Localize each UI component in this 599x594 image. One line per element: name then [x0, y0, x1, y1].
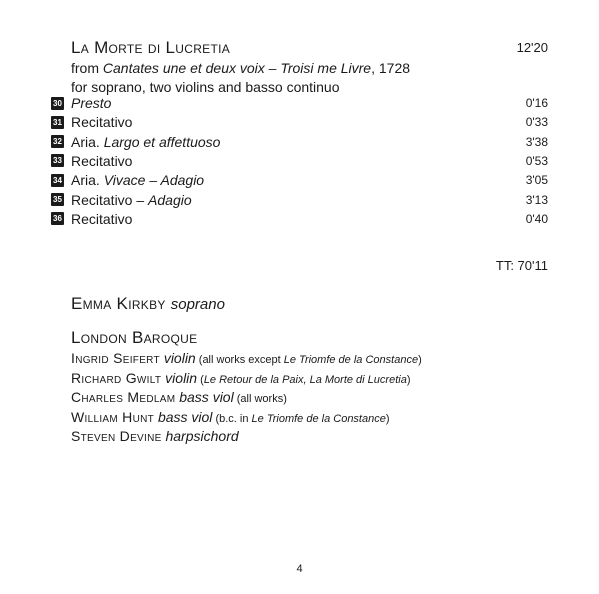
member-note-italic: Le Triomfe de la Constance [283, 354, 419, 366]
source-title: Cantates une et deux voix – Troisi me Livre [102, 60, 372, 76]
track-duration: 0'33 [525, 115, 548, 130]
member-instrument: bass viol [157, 408, 213, 425]
soloist-role: soprano [170, 296, 225, 313]
track-number-badge: 32 [51, 135, 64, 148]
track-row [51, 191, 548, 209]
ensemble-member [71, 370, 411, 386]
member-instrument: violin [165, 369, 198, 386]
member-name: Ingrid Seifert [71, 350, 160, 366]
track-title-italic: Presto [71, 95, 112, 111]
member-instrument: bass viol [179, 389, 234, 405]
track-title-italic: Largo et affettuoso [103, 133, 221, 150]
member-note [234, 393, 287, 405]
member-name: Richard Gwilt [71, 369, 162, 386]
ensemble-member [71, 428, 239, 444]
source-prefix: from [71, 60, 103, 76]
track-title-italic: Adagio [148, 191, 192, 208]
track-number-badge: 30 [51, 97, 64, 110]
source-year: , 1728 [371, 60, 411, 76]
work-total-duration: 12'20 [516, 40, 548, 55]
member-instrument: harpsichord [165, 428, 239, 444]
member-note-pre: (b.c. in [212, 412, 252, 425]
member-note [197, 374, 410, 386]
track-duration: 3'13 [525, 192, 548, 207]
member-note-pre: (all works except [195, 354, 284, 366]
track-title [71, 114, 488, 130]
ensemble-member [71, 389, 287, 405]
track-title-plain: Recitativo – [71, 191, 149, 208]
track-row [51, 113, 548, 131]
member-name: Charles Medlam [71, 389, 176, 405]
track-duration: 0'16 [525, 96, 548, 110]
member-note-post: ) [385, 412, 390, 425]
track-title [71, 172, 488, 188]
member-name: Steven Devine [71, 428, 162, 444]
ensemble-member [71, 350, 422, 366]
track-row [51, 210, 548, 228]
track-row [51, 133, 548, 151]
member-instrument: violin [163, 350, 196, 366]
track-title [71, 134, 488, 150]
member-note-post: ) [418, 354, 422, 366]
work-title: La Morte di Lucretia [71, 38, 231, 57]
member-name: William Hunt [71, 408, 155, 425]
track-number-badge: 34 [51, 174, 64, 187]
work-source [71, 60, 410, 76]
ensemble-member [71, 409, 390, 425]
track-number-badge: 36 [51, 212, 64, 225]
track-duration: 3'38 [525, 134, 548, 149]
member-note-italic: Le Triomfe de la Constance [251, 412, 386, 425]
track-title-plain: Aria. [71, 133, 104, 150]
track-number-badge: 33 [51, 154, 64, 167]
track-title-italic: Vivace – Adagio [103, 172, 205, 189]
track-row [51, 94, 548, 112]
member-note [212, 413, 389, 425]
member-note-post: ) [406, 373, 411, 386]
member-note-pre: (all works) [233, 393, 287, 405]
page-number: 4 [296, 563, 303, 575]
track-number-badge: 31 [51, 116, 64, 129]
member-note-italic: Le Retour de la Paix, La Morte di Lucretia [203, 373, 407, 386]
track-title-plain: Aria. [71, 172, 104, 189]
ensemble-name: London Baroque [71, 328, 198, 347]
soloist-name: Emma Kirkby [71, 294, 166, 313]
track-row [51, 171, 548, 189]
track-title-plain: Recitativo [71, 152, 133, 169]
track-title-plain: Recitativo [71, 210, 133, 227]
soloist [71, 294, 225, 314]
track-number-badge: 35 [51, 193, 64, 206]
track-duration: 0'53 [525, 153, 548, 168]
track-title [71, 95, 488, 111]
track-title [71, 192, 488, 208]
track-title [71, 211, 488, 227]
work-scoring: for soprano, two violins and basso continuo [71, 79, 340, 95]
member-note-pre: ( [197, 373, 204, 386]
track-row [51, 152, 548, 170]
total-time: TT: 70'11 [495, 258, 548, 273]
track-duration: 0'40 [525, 211, 548, 226]
track-title [71, 153, 488, 169]
member-note [196, 354, 422, 366]
track-duration: 3'05 [525, 173, 548, 188]
track-title-plain: Recitativo [71, 114, 133, 131]
